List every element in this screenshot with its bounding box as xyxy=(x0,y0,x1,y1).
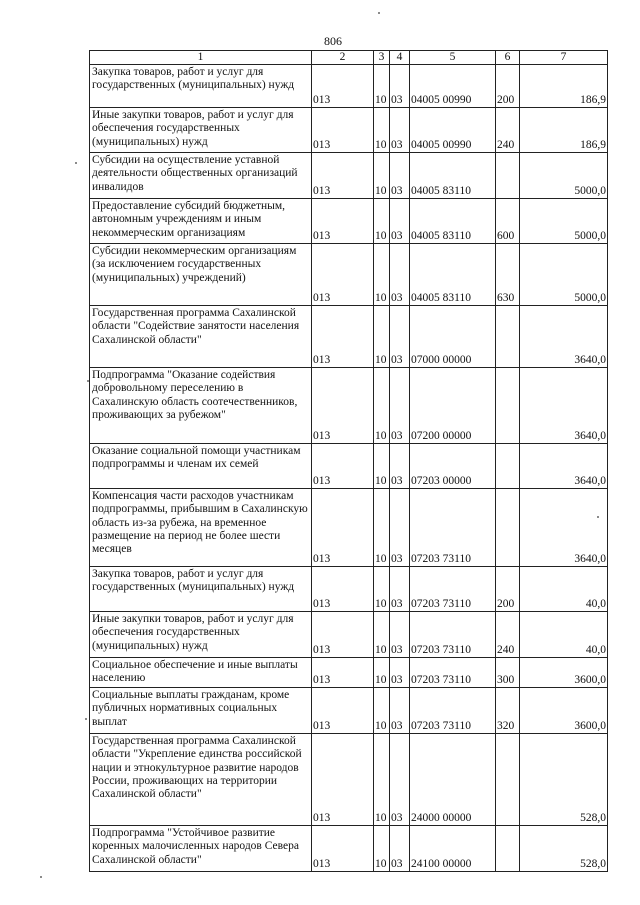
row-subsection: 03 xyxy=(390,489,410,567)
header-row xyxy=(90,51,608,65)
scan-speck xyxy=(75,162,77,164)
row-target-article: 07203 73110 xyxy=(410,567,496,612)
row-expense-type: 300 xyxy=(496,658,520,688)
column-header-1: 1 xyxy=(90,51,312,65)
row-target-article: 04005 83110 xyxy=(410,244,496,306)
row-amount: 3600,0 xyxy=(520,688,608,734)
row-name: Субсидии некоммерческим организациям (за исключением государственных (муниципальных) учреждений) xyxy=(90,244,312,306)
column-header-2: 2 xyxy=(312,51,374,65)
column-header-4: 4 xyxy=(390,51,410,65)
row-expense-type: 240 xyxy=(496,108,520,153)
scan-speck xyxy=(40,876,42,878)
row-section: 10 xyxy=(374,658,390,688)
row-amount: 5000,0 xyxy=(520,244,608,306)
row-target-article: 07203 73110 xyxy=(410,489,496,567)
column-header-6: 6 xyxy=(496,51,520,65)
row-ministry-code: 013 xyxy=(312,612,374,658)
row-subsection: 03 xyxy=(390,444,410,489)
row-expense-type xyxy=(496,444,520,489)
table-row xyxy=(90,826,608,872)
row-amount: 3640,0 xyxy=(520,444,608,489)
row-amount: 5000,0 xyxy=(520,153,608,199)
row-expense-type xyxy=(496,368,520,444)
row-name: Государственная программа Сахалинской области "Укрепление единства российской нации и этнокультурное развитие народов России, проживающих на территории Сахалинской области" xyxy=(90,734,312,826)
row-section: 10 xyxy=(374,244,390,306)
row-section: 10 xyxy=(374,688,390,734)
row-expense-type xyxy=(496,734,520,826)
row-section: 10 xyxy=(374,65,390,108)
row-subsection: 03 xyxy=(390,244,410,306)
table-row xyxy=(90,199,608,244)
row-subsection: 03 xyxy=(390,306,410,368)
page-number: 806 xyxy=(324,34,342,48)
row-expense-type xyxy=(496,153,520,199)
row-section: 10 xyxy=(374,199,390,244)
row-ministry-code: 013 xyxy=(312,199,374,244)
row-ministry-code: 013 xyxy=(312,65,374,108)
row-expense-type: 200 xyxy=(496,65,520,108)
row-expense-type: 630 xyxy=(496,244,520,306)
row-target-article: 24100 00000 xyxy=(410,826,496,872)
row-name: Предоставление субсидий бюджетным, автономным учреждениям и иным некоммерческим организациям xyxy=(90,199,312,244)
row-subsection: 03 xyxy=(390,612,410,658)
row-expense-type xyxy=(496,826,520,872)
column-header-3: 3 xyxy=(374,51,390,65)
row-subsection: 03 xyxy=(390,368,410,444)
row-ministry-code: 013 xyxy=(312,244,374,306)
column-header-7: 7 xyxy=(520,51,608,65)
table-row xyxy=(90,444,608,489)
table-row xyxy=(90,688,608,734)
table-row xyxy=(90,612,608,658)
row-name: Оказание социальной помощи участникам подпрограммы и членам их семей xyxy=(90,444,312,489)
table-row xyxy=(90,108,608,153)
row-target-article: 24000 00000 xyxy=(410,734,496,826)
row-section: 10 xyxy=(374,306,390,368)
row-subsection: 03 xyxy=(390,826,410,872)
row-subsection: 03 xyxy=(390,734,410,826)
row-target-article: 07203 73110 xyxy=(410,658,496,688)
row-target-article: 07203 00000 xyxy=(410,444,496,489)
row-section: 10 xyxy=(374,489,390,567)
row-target-article: 07203 73110 xyxy=(410,612,496,658)
table-row xyxy=(90,368,608,444)
row-expense-type xyxy=(496,489,520,567)
row-ministry-code: 013 xyxy=(312,108,374,153)
row-name: Закупка товаров, работ и услуг для государственных (муниципальных) нужд xyxy=(90,567,312,612)
scan-speck xyxy=(378,12,380,14)
row-ministry-code: 013 xyxy=(312,688,374,734)
row-amount: 528,0 xyxy=(520,826,608,872)
row-name: Подпрограмма "Устойчивое развитие коренных малочисленных народов Севера Сахалинской области" xyxy=(90,826,312,872)
row-amount: 3640,0 xyxy=(520,489,608,567)
row-target-article: 04005 83110 xyxy=(410,199,496,244)
row-ministry-code: 013 xyxy=(312,567,374,612)
table-row xyxy=(90,658,608,688)
row-name: Компенсация части расходов участникам подпрограммы, прибывшим в Сахалинскую область из-за рубежа, на временное размещение на период не более шести месяцев xyxy=(90,489,312,567)
row-name: Социальные выплаты гражданам, кроме публичных нормативных социальных выплат xyxy=(90,688,312,734)
row-amount: 528,0 xyxy=(520,734,608,826)
row-section: 10 xyxy=(374,153,390,199)
row-ministry-code: 013 xyxy=(312,734,374,826)
row-name: Иные закупки товаров, работ и услуг для обеспечения государственных (муниципальных) нужд xyxy=(90,108,312,153)
row-amount: 5000,0 xyxy=(520,199,608,244)
row-amount: 3640,0 xyxy=(520,306,608,368)
row-ministry-code: 013 xyxy=(312,444,374,489)
row-expense-type: 600 xyxy=(496,199,520,244)
row-subsection: 03 xyxy=(390,199,410,244)
row-section: 10 xyxy=(374,368,390,444)
row-expense-type xyxy=(496,306,520,368)
row-ministry-code: 013 xyxy=(312,826,374,872)
table-row xyxy=(90,734,608,826)
budget-table xyxy=(89,50,608,872)
row-name: Подпрограмма "Оказание содействия добровольному переселению в Сахалинскую область соотечественников, проживающих за рубежом" xyxy=(90,368,312,444)
row-amount: 186,9 xyxy=(520,65,608,108)
row-name: Иные закупки товаров, работ и услуг для обеспечения государственных (муниципальных) нужд xyxy=(90,612,312,658)
table-row xyxy=(90,567,608,612)
row-section: 10 xyxy=(374,826,390,872)
table-row xyxy=(90,489,608,567)
row-amount: 3640,0 xyxy=(520,368,608,444)
row-ministry-code: 013 xyxy=(312,368,374,444)
row-ministry-code: 013 xyxy=(312,306,374,368)
row-amount: 3600,0 xyxy=(520,658,608,688)
table-row xyxy=(90,153,608,199)
row-target-article: 07000 00000 xyxy=(410,306,496,368)
row-ministry-code: 013 xyxy=(312,489,374,567)
row-target-article: 07200 00000 xyxy=(410,368,496,444)
row-target-article: 04005 83110 xyxy=(410,153,496,199)
row-ministry-code: 013 xyxy=(312,658,374,688)
row-amount: 40,0 xyxy=(520,567,608,612)
row-section: 10 xyxy=(374,108,390,153)
row-subsection: 03 xyxy=(390,567,410,612)
row-target-article: 04005 00990 xyxy=(410,65,496,108)
row-section: 10 xyxy=(374,734,390,826)
column-header-5: 5 xyxy=(410,51,496,65)
table-row xyxy=(90,65,608,108)
row-target-article: 04005 00990 xyxy=(410,108,496,153)
row-amount: 186,9 xyxy=(520,108,608,153)
row-section: 10 xyxy=(374,444,390,489)
row-subsection: 03 xyxy=(390,108,410,153)
row-section: 10 xyxy=(374,612,390,658)
table-row xyxy=(90,306,608,368)
row-name: Государственная программа Сахалинской области "Содействие занятости населения Сахалинской области" xyxy=(90,306,312,368)
row-amount: 40,0 xyxy=(520,612,608,658)
table-row xyxy=(90,244,608,306)
row-subsection: 03 xyxy=(390,65,410,108)
row-name: Субсидии на осуществление уставной деятельности общественных организаций инвалидов xyxy=(90,153,312,199)
row-expense-type: 320 xyxy=(496,688,520,734)
row-name: Закупка товаров, работ и услуг для государственных (муниципальных) нужд xyxy=(90,65,312,108)
row-expense-type: 240 xyxy=(496,612,520,658)
row-section: 10 xyxy=(374,567,390,612)
row-subsection: 03 xyxy=(390,153,410,199)
scan-speck xyxy=(85,718,87,720)
scan-speck xyxy=(87,380,89,382)
row-subsection: 03 xyxy=(390,688,410,734)
row-name: Социальное обеспечение и иные выплаты населению xyxy=(90,658,312,688)
row-ministry-code: 013 xyxy=(312,153,374,199)
scan-speck xyxy=(597,516,599,518)
row-target-article: 07203 73110 xyxy=(410,688,496,734)
row-subsection: 03 xyxy=(390,658,410,688)
row-expense-type: 200 xyxy=(496,567,520,612)
